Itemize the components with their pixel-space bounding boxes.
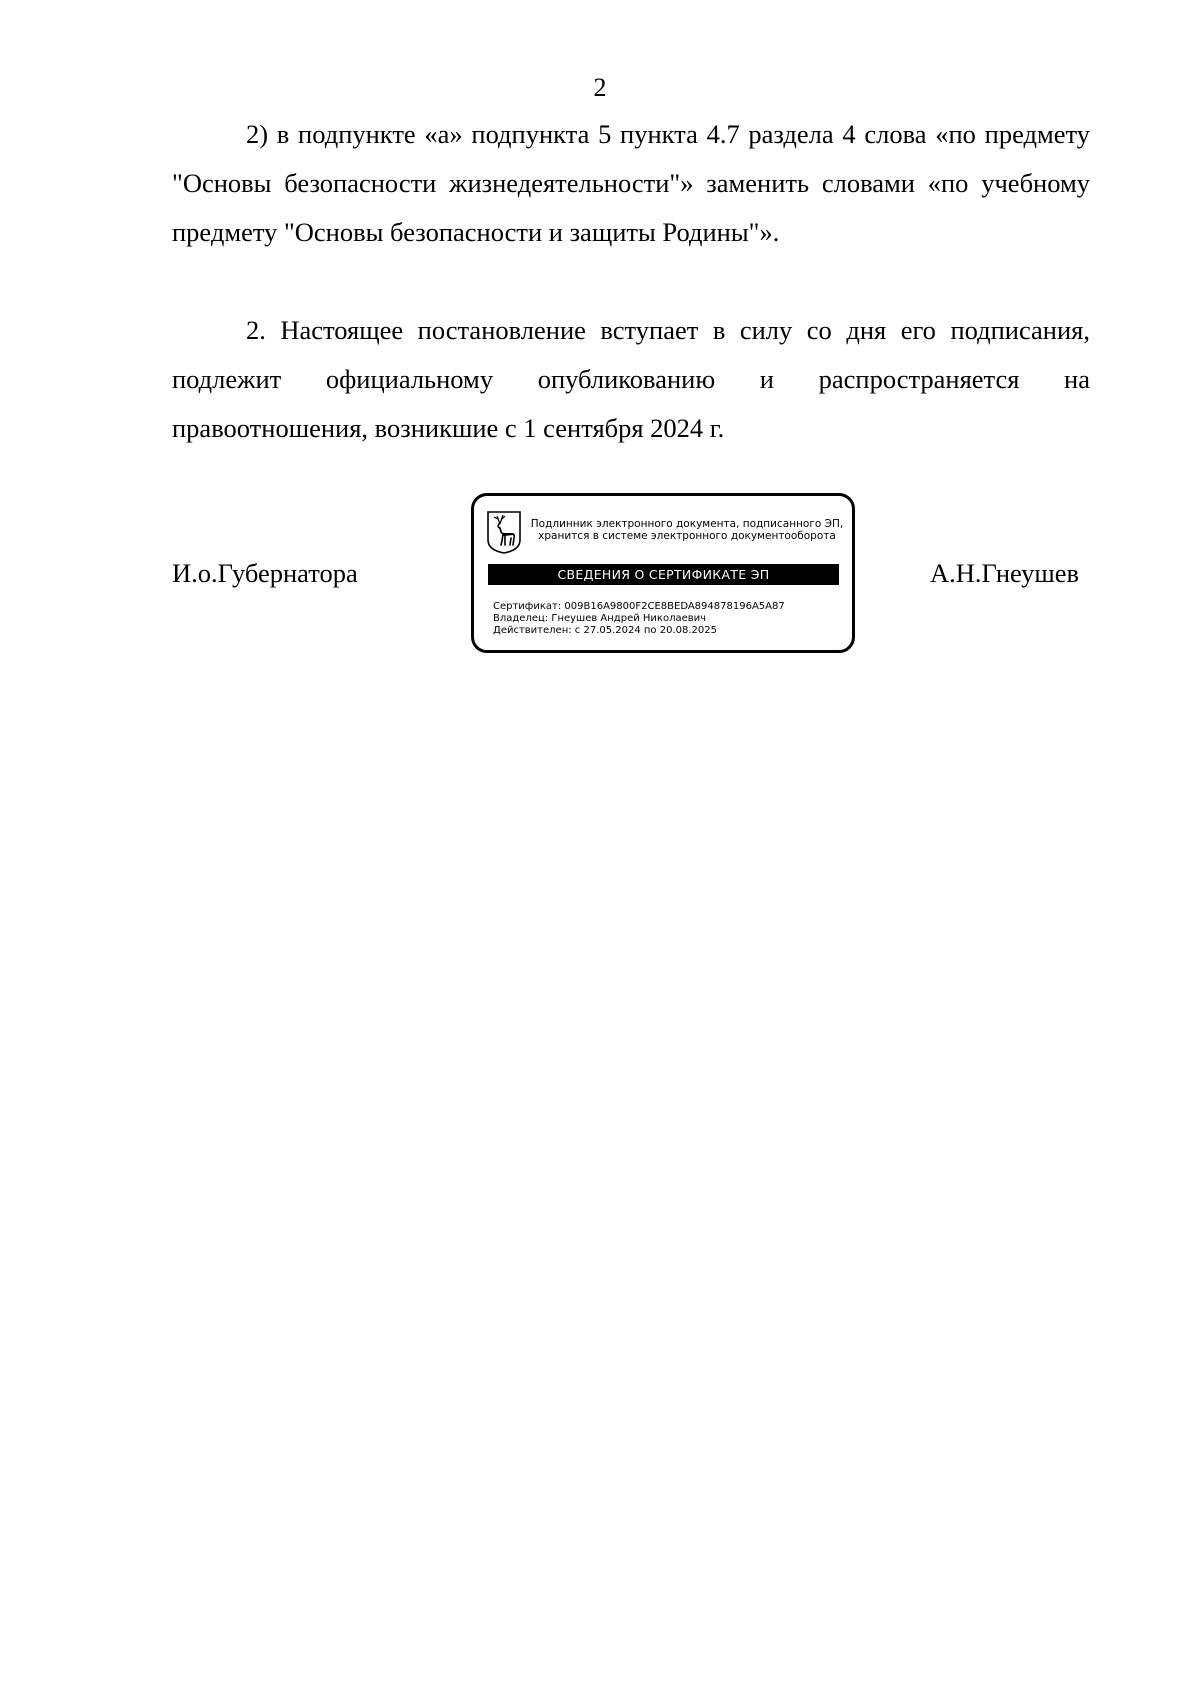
page-number: 2 bbox=[593, 73, 607, 102]
deer-emblem-icon bbox=[486, 510, 522, 554]
signatory-name: А.Н.Гнеушев bbox=[930, 558, 1080, 588]
stamp-title: СВЕДЕНИЯ О СЕРТИФИКАТЕ ЭП bbox=[488, 564, 839, 585]
paragraph-effective-date-text: 2. Настоящее постановление вступает в силу со дня его подписания, подлежит официальному опубликованию и распространяется на правоотношения, возникшие с 1 сентября 2024 г. bbox=[172, 315, 1090, 443]
stamp-owner: Владелец: Гнеушев Андрей Николаевич bbox=[493, 613, 707, 624]
paragraph-amendment-text: 2) в подпункте «а» подпункта 5 пункта 4.7 раздела 4 слова «по предмету "Основы безопасности жизнедеятельности"» заменить словами «по учебному предмету "Основы безопасности и защиты Родины"». bbox=[172, 119, 1090, 247]
paragraph-effective-date bbox=[172, 306, 1090, 453]
paragraph-indent bbox=[172, 119, 246, 149]
paragraph-indent bbox=[172, 315, 246, 345]
electronic-signature-stamp bbox=[471, 493, 855, 653]
stamp-header-line-1: Подлинник электронного документа, подписанного ЭП, bbox=[530, 518, 844, 530]
stamp-details bbox=[493, 601, 785, 637]
stamp-header-line-2: хранится в системе электронного документооборота bbox=[538, 530, 836, 542]
signatory-position: И.о.Губернатора bbox=[172, 558, 358, 588]
stamp-validity: Действителен: с 27.05.2024 по 20.08.2025 bbox=[493, 625, 717, 636]
stamp-certificate: Сертификат: 009B16A9800F2CE8BEDA894878196A5A87 bbox=[493, 601, 785, 612]
stamp-header bbox=[524, 518, 850, 542]
paragraph-amendment bbox=[172, 110, 1090, 257]
